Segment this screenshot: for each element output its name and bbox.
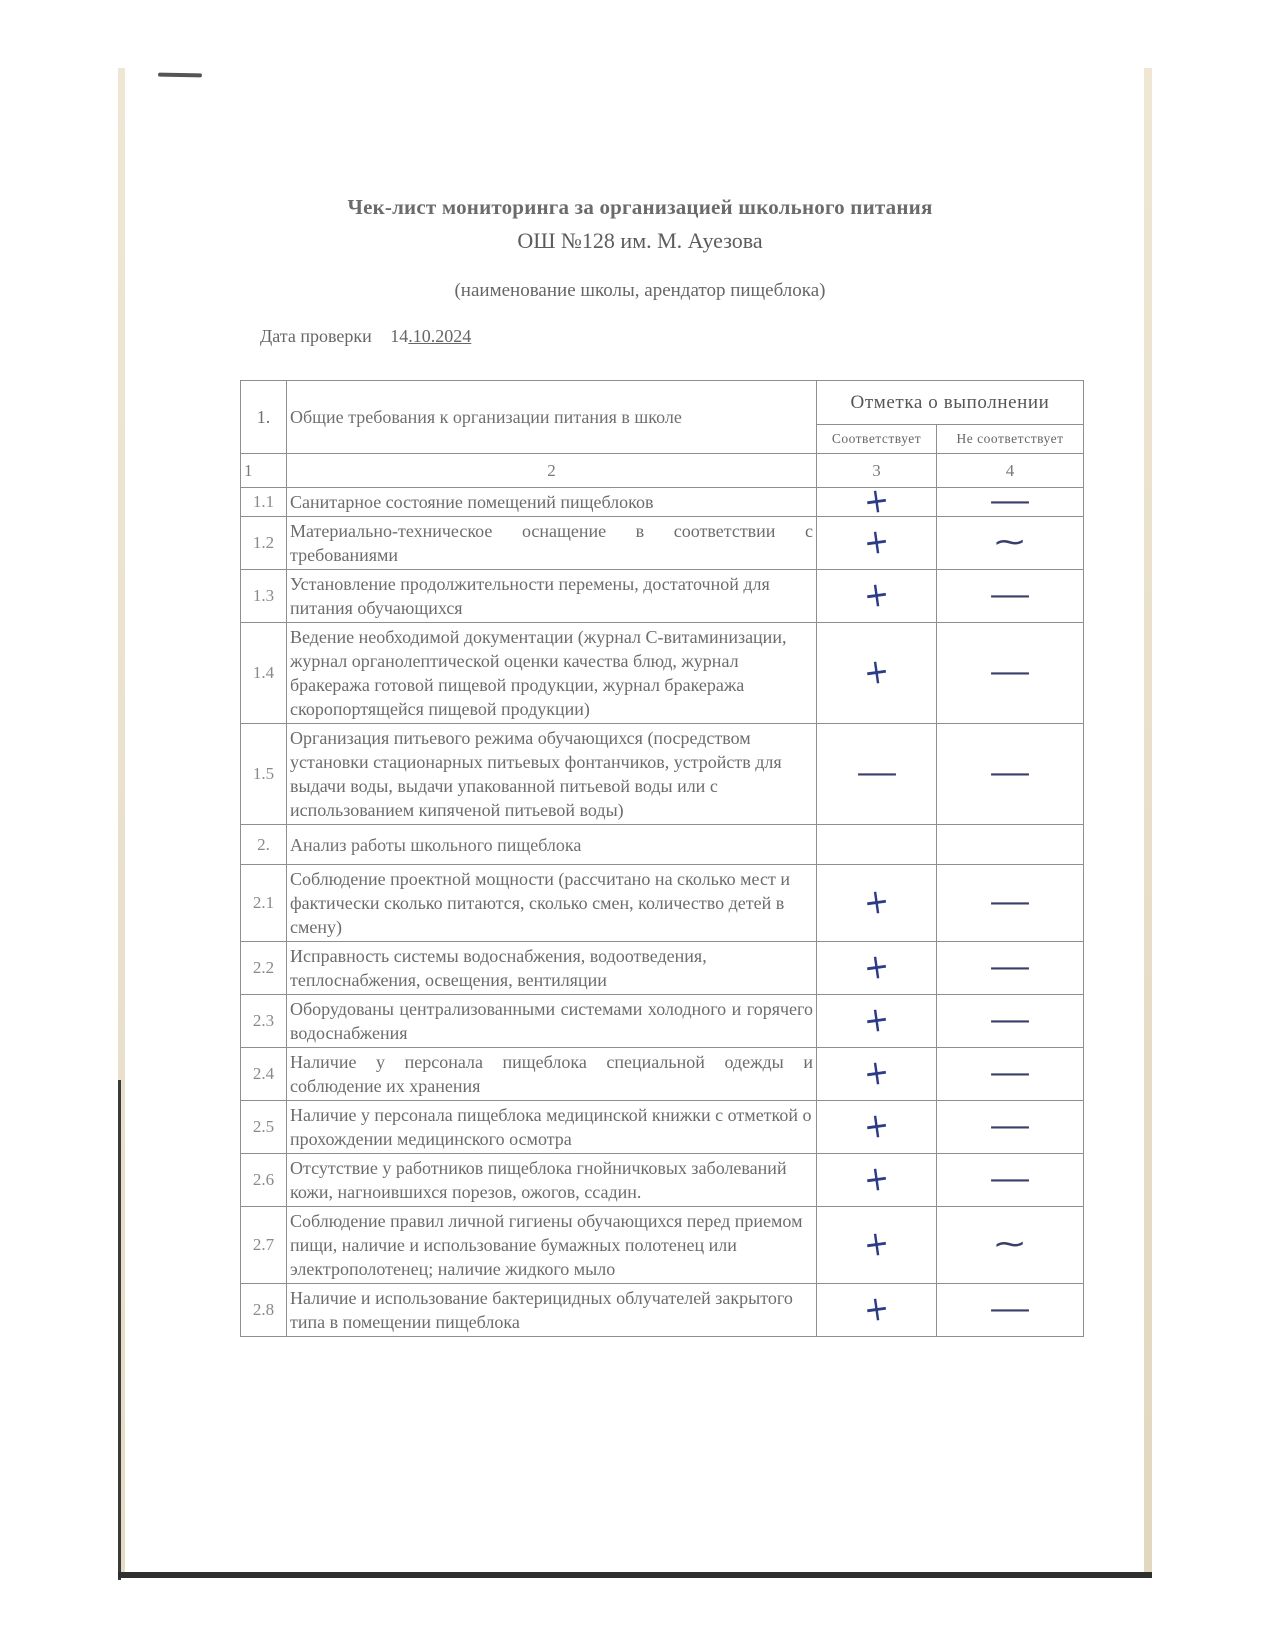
inspection-date-line: [260, 326, 471, 347]
date-day: 14: [390, 326, 409, 346]
compliant-mark-glyph: —: [855, 756, 898, 791]
noncompliant-mark-glyph: —: [989, 885, 1031, 920]
item-number: 1.2: [241, 517, 287, 570]
item-requirement: Исправность системы водоснабжения, водоотведения, теплоснабжения, освещения, вентиляции: [287, 942, 817, 995]
checklist-row: [241, 1207, 1084, 1284]
item-requirement: Наличие у персонала пищеблока специальной одежды и соблюдение их хранения: [287, 1048, 817, 1101]
noncompliant-mark: [937, 623, 1084, 724]
item-requirement: Наличие у персонала пищеблока медицинской книжки с отметкой о прохождении медицинского осмотра: [287, 1101, 817, 1154]
compliant-mark-glyph: +: [861, 945, 892, 990]
noncompliant-mark-glyph: —: [989, 1056, 1031, 1091]
compliant-mark: [817, 942, 937, 995]
date-month-year: .10.2024: [408, 326, 472, 346]
item-number: 1.3: [241, 570, 287, 623]
section-1-title: Общие требования к организации питания в школе: [287, 381, 817, 454]
noncompliant-mark: [937, 1101, 1084, 1154]
noncompliant-mark-glyph: ~: [992, 1227, 1028, 1262]
column-number: 3: [817, 454, 937, 488]
section-2-header: [241, 825, 1084, 865]
scan-edge-right: [1144, 68, 1152, 1578]
noncompliant-mark-glyph: —: [989, 1109, 1031, 1144]
section-2-title: Анализ работы школьного пищеблока: [287, 825, 817, 865]
item-number: 2.3: [241, 995, 287, 1048]
scan-shadow-left: [118, 1080, 121, 1580]
noncompliant-mark-glyph: —: [989, 1162, 1031, 1197]
item-requirement: Ведение необходимой документации (журнал С-витаминизации, журнал органолептической оценки качества блюд, журнал бракеража готовой пищевой продукции, журнал бракеража скоропортящейся пищевой продукции): [287, 623, 817, 724]
section-2-row: [241, 825, 1084, 865]
noncompliant-mark-glyph: —: [989, 655, 1031, 690]
checklist-row: [241, 995, 1084, 1048]
checklist-table: [240, 380, 1084, 1337]
compliant-mark: [817, 623, 937, 724]
compliant-mark: [817, 570, 937, 623]
item-number: 2.6: [241, 1154, 287, 1207]
noncompliant-mark-glyph: —: [989, 1003, 1031, 1038]
scan-edge-bottom: [118, 1572, 1152, 1578]
item-number: 1.4: [241, 623, 287, 724]
item-requirement: Соблюдение правил личной гигиены обучающихся перед приемом пищи, наличие и использование бумажных полотенец или электрополотенец; наличие жидкого мыло: [287, 1207, 817, 1284]
compliant-mark: [817, 1048, 937, 1101]
empty-cell: [937, 825, 1084, 865]
checklist-row: [241, 1284, 1084, 1337]
compliant-mark-glyph: +: [861, 1287, 892, 1332]
checklist-row: [241, 517, 1084, 570]
noncompliant-mark-glyph: —: [989, 950, 1031, 985]
checklist-row: [241, 724, 1084, 825]
section-2-number: 2.: [241, 825, 287, 865]
compliant-mark: [817, 724, 937, 825]
noncompliant-mark: [937, 724, 1084, 825]
item-number: 2.8: [241, 1284, 287, 1337]
compliant-mark: [817, 865, 937, 942]
noncompliant-mark: [937, 570, 1084, 623]
noncompliant-mark-glyph: —: [989, 1292, 1031, 1327]
noncompliant-mark-glyph: —: [989, 756, 1031, 791]
column-header-compliant: Соответствует: [817, 425, 937, 454]
column-header-noncompliant: Не соответствует: [937, 425, 1084, 454]
compliant-mark-glyph: +: [861, 998, 892, 1043]
noncompliant-mark: [937, 1207, 1084, 1284]
noncompliant-mark: [937, 1284, 1084, 1337]
compliant-mark-glyph: +: [861, 1157, 892, 1202]
noncompliant-mark: [937, 1048, 1084, 1101]
noncompliant-mark-glyph: ~: [992, 525, 1028, 560]
compliant-mark: [817, 517, 937, 570]
document-subtitle: (наименование школы, арендатор пищеблока): [454, 280, 826, 301]
item-number: 2.1: [241, 865, 287, 942]
item-number: 2.2: [241, 942, 287, 995]
column-number: 1: [241, 454, 287, 488]
compliant-mark: [817, 1284, 937, 1337]
compliant-mark-glyph: +: [861, 479, 892, 524]
item-requirement: Организация питьевого режима обучающихся (посредством установки стационарных питьевых фонтанчиков, устройств для выдачи воды, выдачи упакованной питьевой воды или с использованием кипяченой питьевой воды): [287, 724, 817, 825]
compliant-mark-glyph: +: [861, 1104, 892, 1149]
completion-mark-header: Отметка о выполнении: [817, 381, 1084, 425]
checklist-row: [241, 1154, 1084, 1207]
column-number: 4: [937, 454, 1084, 488]
checklist-row: [241, 865, 1084, 942]
checklist-row: [241, 1101, 1084, 1154]
section-1-number: 1.: [241, 381, 287, 454]
compliant-mark: [817, 995, 937, 1048]
checklist-row: [241, 623, 1084, 724]
compliant-mark: [817, 1101, 937, 1154]
compliant-mark: [817, 1207, 937, 1284]
item-requirement: Наличие и использование бактерицидных облучателей закрытого типа в помещении пищеблока: [287, 1284, 817, 1337]
compliant-mark-glyph: +: [861, 573, 892, 618]
noncompliant-mark: [937, 995, 1084, 1048]
section-2-rows: [241, 865, 1084, 1337]
item-number: 2.7: [241, 1207, 287, 1284]
item-number: 1.1: [241, 488, 287, 517]
compliant-mark: [817, 479, 937, 524]
column-number: 2: [287, 454, 817, 488]
document-title: Чек-лист мониторинга за организацией школьного питания: [347, 195, 933, 219]
noncompliant-mark: [937, 1154, 1084, 1207]
item-number: 2.4: [241, 1048, 287, 1101]
compliant-mark-glyph: +: [861, 520, 892, 565]
header-row: [241, 381, 1084, 425]
noncompliant-mark: [937, 484, 1084, 519]
compliant-mark: [817, 1154, 937, 1207]
checklist-row: [241, 942, 1084, 995]
item-requirement: Отсутствие у работников пищеблока гнойничковых заболеваний кожи, нагноившихся порезов, ожогов, ссадин.: [287, 1154, 817, 1207]
inspection-date: [390, 326, 471, 346]
noncompliant-mark: [937, 942, 1084, 995]
compliant-mark-glyph: +: [861, 880, 892, 925]
noncompliant-mark: [937, 865, 1084, 942]
school-name: ОШ №128 им. М. Ауезова: [517, 228, 763, 253]
item-requirement: Санитарное состояние помещений пищеблоков: [287, 488, 817, 517]
checklist-row: [241, 488, 1084, 517]
date-label: Дата проверки: [260, 326, 372, 346]
noncompliant-mark-glyph: —: [989, 484, 1031, 519]
item-number: 2.5: [241, 1101, 287, 1154]
compliant-mark-glyph: +: [861, 1051, 892, 1096]
pen-stroke-mark: [158, 73, 202, 78]
item-requirement: Установление продолжительности перемены, достаточной для питания обучающихся: [287, 570, 817, 623]
section-1-rows: [241, 479, 1084, 825]
checklist-row: [241, 1048, 1084, 1101]
item-requirement: Оборудованы централизованными системами холодного и горячего водоснабжения: [287, 995, 817, 1048]
empty-cell: [817, 825, 937, 865]
column-number-row: [241, 454, 1084, 488]
item-requirement: Материально-техническое оснащение в соответствии с требованиями: [287, 517, 817, 570]
noncompliant-mark-glyph: —: [989, 578, 1031, 613]
checklist-row: [241, 570, 1084, 623]
noncompliant-mark: [937, 517, 1084, 570]
compliant-mark-glyph: +: [861, 650, 892, 695]
item-requirement: Соблюдение проектной мощности (рассчитано на сколько мест и фактически сколько питаются, сколько смен, количество детей в смену): [287, 865, 817, 942]
item-number: 1.5: [241, 724, 287, 825]
compliant-mark-glyph: +: [861, 1222, 892, 1267]
